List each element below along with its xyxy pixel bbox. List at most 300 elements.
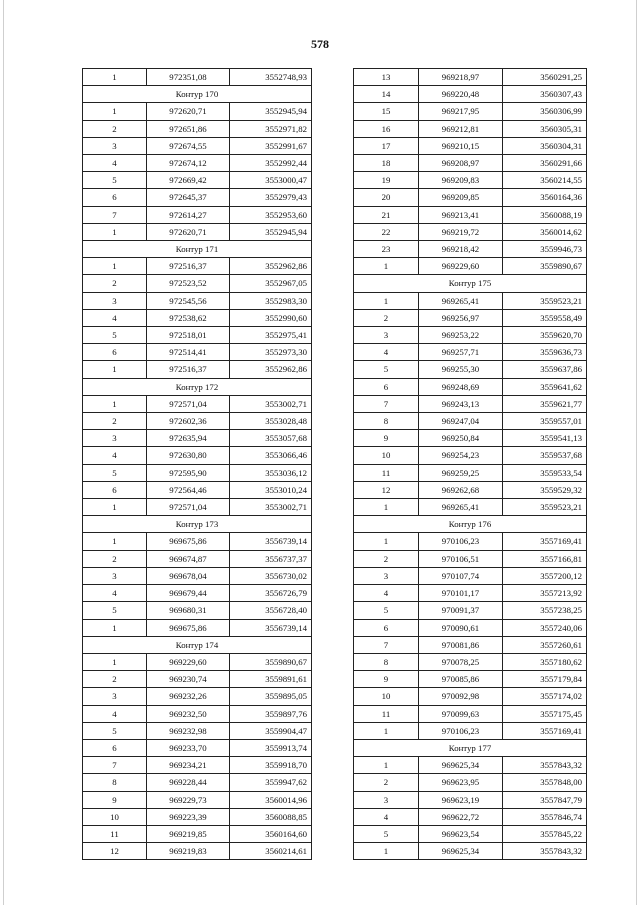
coordinate-table-left-body xyxy=(83,69,312,860)
x-coordinate: 970081,86 xyxy=(419,636,503,653)
y-coordinate: 3552953,60 xyxy=(230,206,312,223)
y-coordinate: 3560214,55 xyxy=(503,172,587,189)
point-number: 11 xyxy=(354,705,419,722)
point-number: 2 xyxy=(83,550,147,567)
coordinate-row xyxy=(354,258,587,275)
x-coordinate: 972635,94 xyxy=(147,430,230,447)
coordinate-row xyxy=(354,120,587,137)
coordinate-row xyxy=(83,808,312,825)
coordinate-row xyxy=(83,309,312,326)
y-coordinate: 3559904,47 xyxy=(230,722,312,739)
x-coordinate: 969678,04 xyxy=(147,567,230,584)
point-number: 1 xyxy=(83,619,147,636)
point-number: 5 xyxy=(83,464,147,481)
point-number: 1 xyxy=(354,258,419,275)
x-coordinate: 972645,37 xyxy=(147,189,230,206)
x-coordinate: 969230,74 xyxy=(147,671,230,688)
y-coordinate: 3556726,79 xyxy=(230,585,312,602)
coordinate-row xyxy=(354,567,587,584)
point-number: 3 xyxy=(83,292,147,309)
x-coordinate: 970078,25 xyxy=(419,653,503,670)
coordinate-row xyxy=(83,825,312,842)
x-coordinate: 969210,15 xyxy=(419,137,503,154)
point-number: 7 xyxy=(83,206,147,223)
point-number: 6 xyxy=(354,378,419,395)
coordinate-table-right xyxy=(353,68,587,860)
y-coordinate: 3553010,24 xyxy=(230,481,312,498)
y-coordinate: 3559641,62 xyxy=(503,378,587,395)
point-number: 7 xyxy=(354,395,419,412)
y-coordinate: 3557843,32 xyxy=(503,843,587,860)
point-number: 1 xyxy=(83,361,147,378)
coordinate-row xyxy=(354,585,587,602)
contour-title: Контур 177 xyxy=(354,739,587,756)
y-coordinate: 3559637,86 xyxy=(503,361,587,378)
y-coordinate: 3557260,61 xyxy=(503,636,587,653)
x-coordinate: 969256,97 xyxy=(419,309,503,326)
point-number: 1 xyxy=(354,722,419,739)
point-number: 10 xyxy=(354,447,419,464)
x-coordinate: 969228,44 xyxy=(147,774,230,791)
y-coordinate: 3557846,74 xyxy=(503,808,587,825)
y-coordinate: 3559946,73 xyxy=(503,241,587,258)
point-number: 5 xyxy=(83,602,147,619)
coordinate-row xyxy=(354,671,587,688)
y-coordinate: 3552962,86 xyxy=(230,361,312,378)
x-coordinate: 969209,85 xyxy=(419,189,503,206)
point-number: 4 xyxy=(83,155,147,172)
point-number: 8 xyxy=(354,413,419,430)
coordinate-row xyxy=(83,155,312,172)
y-coordinate: 3559541,13 xyxy=(503,430,587,447)
coordinate-row xyxy=(354,705,587,722)
coordinate-row xyxy=(83,550,312,567)
coordinate-row xyxy=(83,791,312,808)
coordinate-row xyxy=(83,567,312,584)
x-coordinate: 969229,73 xyxy=(147,791,230,808)
point-number: 2 xyxy=(83,275,147,292)
point-number: 5 xyxy=(354,361,419,378)
x-coordinate: 969232,98 xyxy=(147,722,230,739)
coordinate-row xyxy=(83,120,312,137)
coordinate-row xyxy=(83,327,312,344)
coordinate-row xyxy=(83,275,312,292)
contour-title: Контур 176 xyxy=(354,516,587,533)
coordinate-row xyxy=(354,550,587,567)
point-number: 1 xyxy=(83,103,147,120)
x-coordinate: 969254,23 xyxy=(419,447,503,464)
y-coordinate: 3557845,22 xyxy=(503,825,587,842)
coordinate-row xyxy=(83,137,312,154)
x-coordinate: 970092,98 xyxy=(419,688,503,705)
x-coordinate: 972614,27 xyxy=(147,206,230,223)
point-number: 4 xyxy=(83,585,147,602)
x-coordinate: 969223,39 xyxy=(147,808,230,825)
y-coordinate: 3559620,70 xyxy=(503,327,587,344)
coordinate-row xyxy=(83,430,312,447)
point-number: 13 xyxy=(354,69,419,86)
x-coordinate: 972674,55 xyxy=(147,137,230,154)
y-coordinate: 3559533,54 xyxy=(503,464,587,481)
coordinate-row xyxy=(354,653,587,670)
y-coordinate: 3559890,67 xyxy=(230,653,312,670)
x-coordinate: 972651,86 xyxy=(147,120,230,137)
y-coordinate: 3559621,77 xyxy=(503,395,587,412)
point-number: 4 xyxy=(83,309,147,326)
x-coordinate: 969250,84 xyxy=(419,430,503,447)
y-coordinate: 3552971,82 xyxy=(230,120,312,137)
coordinate-row xyxy=(354,430,587,447)
contour-header-row xyxy=(83,378,312,395)
point-number: 18 xyxy=(354,155,419,172)
coordinate-row xyxy=(83,464,312,481)
point-number: 21 xyxy=(354,206,419,223)
y-coordinate: 3559558,49 xyxy=(503,309,587,326)
x-coordinate: 969679,44 xyxy=(147,585,230,602)
coordinate-row xyxy=(354,361,587,378)
point-number: 6 xyxy=(354,619,419,636)
y-coordinate: 3560088,19 xyxy=(503,206,587,223)
coordinate-row xyxy=(354,86,587,103)
y-coordinate: 3557848,00 xyxy=(503,774,587,791)
x-coordinate: 969213,41 xyxy=(419,206,503,223)
coordinate-row xyxy=(354,327,587,344)
point-number: 10 xyxy=(354,688,419,705)
x-coordinate: 969234,21 xyxy=(147,757,230,774)
coordinate-row xyxy=(83,533,312,550)
y-coordinate: 3552990,60 xyxy=(230,309,312,326)
coordinate-row xyxy=(354,69,587,86)
contour-title: Контур 170 xyxy=(83,86,312,103)
point-number: 7 xyxy=(354,636,419,653)
point-number: 1 xyxy=(83,223,147,240)
point-number: 1 xyxy=(354,757,419,774)
point-number: 4 xyxy=(83,705,147,722)
coordinate-row xyxy=(83,619,312,636)
x-coordinate: 970090,61 xyxy=(419,619,503,636)
point-number: 16 xyxy=(354,120,419,137)
y-coordinate: 3557179,84 xyxy=(503,671,587,688)
x-coordinate: 969253,22 xyxy=(419,327,503,344)
coordinate-row xyxy=(83,688,312,705)
point-number: 2 xyxy=(83,120,147,137)
x-coordinate: 970101,17 xyxy=(419,585,503,602)
y-coordinate: 3559523,21 xyxy=(503,292,587,309)
y-coordinate: 3559918,70 xyxy=(230,757,312,774)
x-coordinate: 969243,13 xyxy=(419,395,503,412)
coordinate-row xyxy=(83,774,312,791)
y-coordinate: 3557847,79 xyxy=(503,791,587,808)
coordinate-row xyxy=(83,206,312,223)
y-coordinate: 3559913,74 xyxy=(230,739,312,756)
y-coordinate: 3560291,25 xyxy=(503,69,587,86)
point-number: 11 xyxy=(83,825,147,842)
scan-edge-right xyxy=(636,0,637,905)
contour-header-row xyxy=(354,739,587,756)
x-coordinate: 972602,36 xyxy=(147,413,230,430)
coordinate-row xyxy=(83,258,312,275)
x-coordinate: 969219,83 xyxy=(147,843,230,860)
coordinate-row xyxy=(354,791,587,808)
y-coordinate: 3560214,61 xyxy=(230,843,312,860)
y-coordinate: 3556739,14 xyxy=(230,533,312,550)
coordinate-row xyxy=(354,395,587,412)
contour-header-row xyxy=(354,275,587,292)
y-coordinate: 3557166,81 xyxy=(503,550,587,567)
y-coordinate: 3553000,47 xyxy=(230,172,312,189)
point-number: 2 xyxy=(83,413,147,430)
coordinate-row xyxy=(354,688,587,705)
contour-title: Контур 174 xyxy=(83,636,312,653)
point-number: 9 xyxy=(354,430,419,447)
y-coordinate: 3552973,30 xyxy=(230,344,312,361)
point-number: 3 xyxy=(354,327,419,344)
page-number: 578 xyxy=(311,37,329,51)
coordinate-row xyxy=(354,481,587,498)
point-number: 5 xyxy=(354,602,419,619)
x-coordinate: 970085,86 xyxy=(419,671,503,688)
point-number: 2 xyxy=(83,671,147,688)
x-coordinate: 970106,23 xyxy=(419,722,503,739)
coordinate-row xyxy=(354,292,587,309)
y-coordinate: 3556737,37 xyxy=(230,550,312,567)
coordinate-row xyxy=(83,103,312,120)
coordinate-row xyxy=(354,843,587,860)
point-number: 12 xyxy=(83,843,147,860)
coordinate-row xyxy=(83,172,312,189)
x-coordinate: 972620,71 xyxy=(147,103,230,120)
y-coordinate: 3557180,62 xyxy=(503,653,587,670)
y-coordinate: 3560014,96 xyxy=(230,791,312,808)
coordinate-row xyxy=(83,585,312,602)
x-coordinate: 969255,30 xyxy=(419,361,503,378)
coordinate-row xyxy=(354,619,587,636)
x-coordinate: 969218,97 xyxy=(419,69,503,86)
x-coordinate: 969623,95 xyxy=(419,774,503,791)
coordinate-row xyxy=(83,722,312,739)
coordinate-row xyxy=(354,206,587,223)
x-coordinate: 970106,51 xyxy=(419,550,503,567)
coordinate-row xyxy=(83,705,312,722)
y-coordinate: 3560164,36 xyxy=(503,189,587,206)
y-coordinate: 3559895,05 xyxy=(230,688,312,705)
y-coordinate: 3560305,31 xyxy=(503,120,587,137)
x-coordinate: 969262,68 xyxy=(419,481,503,498)
point-number: 9 xyxy=(83,791,147,808)
y-coordinate: 3557843,32 xyxy=(503,757,587,774)
y-coordinate: 3560014,62 xyxy=(503,223,587,240)
x-coordinate: 969625,34 xyxy=(419,843,503,860)
x-coordinate: 969219,72 xyxy=(419,223,503,240)
x-coordinate: 969623,19 xyxy=(419,791,503,808)
coordinate-row xyxy=(83,361,312,378)
point-number: 2 xyxy=(354,774,419,791)
point-number: 4 xyxy=(354,808,419,825)
y-coordinate: 3559557,01 xyxy=(503,413,587,430)
y-coordinate: 3559636,73 xyxy=(503,344,587,361)
x-coordinate: 969625,34 xyxy=(419,757,503,774)
x-coordinate: 969622,72 xyxy=(419,808,503,825)
coordinate-row xyxy=(83,395,312,412)
point-number: 19 xyxy=(354,172,419,189)
x-coordinate: 972620,71 xyxy=(147,223,230,240)
y-coordinate: 3552975,41 xyxy=(230,327,312,344)
point-number: 6 xyxy=(83,344,147,361)
coordinate-row xyxy=(83,843,312,860)
point-number: 1 xyxy=(83,533,147,550)
contour-header-row xyxy=(354,516,587,533)
x-coordinate: 972523,52 xyxy=(147,275,230,292)
y-coordinate: 3560304,31 xyxy=(503,137,587,154)
coordinate-row xyxy=(83,757,312,774)
point-number: 20 xyxy=(354,189,419,206)
x-coordinate: 972595,90 xyxy=(147,464,230,481)
point-number: 1 xyxy=(354,499,419,516)
point-number: 23 xyxy=(354,241,419,258)
x-coordinate: 969232,26 xyxy=(147,688,230,705)
x-coordinate: 969232,50 xyxy=(147,705,230,722)
coordinate-row xyxy=(354,344,587,361)
coordinate-row xyxy=(83,481,312,498)
y-coordinate: 3552945,94 xyxy=(230,223,312,240)
x-coordinate: 969675,86 xyxy=(147,533,230,550)
point-number: 4 xyxy=(354,585,419,602)
point-number: 2 xyxy=(354,309,419,326)
point-number: 2 xyxy=(354,550,419,567)
x-coordinate: 969212,81 xyxy=(419,120,503,137)
point-number: 14 xyxy=(354,86,419,103)
coordinate-row xyxy=(354,722,587,739)
y-coordinate: 3559529,32 xyxy=(503,481,587,498)
point-number: 3 xyxy=(83,137,147,154)
scan-edge-left xyxy=(3,0,4,905)
x-coordinate: 969219,85 xyxy=(147,825,230,842)
y-coordinate: 3559890,67 xyxy=(503,258,587,275)
point-number: 1 xyxy=(83,499,147,516)
point-number: 1 xyxy=(83,653,147,670)
point-number: 5 xyxy=(83,172,147,189)
y-coordinate: 3560307,43 xyxy=(503,86,587,103)
x-coordinate: 970106,23 xyxy=(419,533,503,550)
x-coordinate: 969259,25 xyxy=(419,464,503,481)
x-coordinate: 972351,08 xyxy=(147,69,230,86)
y-coordinate: 3552991,67 xyxy=(230,137,312,154)
y-coordinate: 3559897,76 xyxy=(230,705,312,722)
coordinate-row xyxy=(354,137,587,154)
point-number: 3 xyxy=(354,791,419,808)
coordinate-row xyxy=(354,103,587,120)
coordinate-row xyxy=(83,447,312,464)
point-number: 8 xyxy=(83,774,147,791)
x-coordinate: 969247,04 xyxy=(419,413,503,430)
coordinate-row xyxy=(83,292,312,309)
coordinate-row xyxy=(354,602,587,619)
coordinate-row xyxy=(354,808,587,825)
x-coordinate: 969675,86 xyxy=(147,619,230,636)
coordinate-row xyxy=(354,464,587,481)
point-number: 8 xyxy=(354,653,419,670)
coordinate-row xyxy=(83,653,312,670)
point-number: 9 xyxy=(354,671,419,688)
point-number: 11 xyxy=(354,464,419,481)
coordinate-row xyxy=(354,378,587,395)
x-coordinate: 969265,41 xyxy=(419,499,503,516)
y-coordinate: 3552992,44 xyxy=(230,155,312,172)
coordinate-row xyxy=(83,189,312,206)
y-coordinate: 3557238,25 xyxy=(503,602,587,619)
y-coordinate: 3553036,12 xyxy=(230,464,312,481)
x-coordinate: 969623,54 xyxy=(419,825,503,842)
point-number: 12 xyxy=(354,481,419,498)
coordinate-row xyxy=(354,774,587,791)
x-coordinate: 970099,63 xyxy=(419,705,503,722)
y-coordinate: 3552945,94 xyxy=(230,103,312,120)
y-coordinate: 3557240,06 xyxy=(503,619,587,636)
y-coordinate: 3556728,40 xyxy=(230,602,312,619)
y-coordinate: 3559523,21 xyxy=(503,499,587,516)
coordinate-row xyxy=(354,172,587,189)
coordinate-table-right-body xyxy=(354,69,587,860)
x-coordinate: 972516,37 xyxy=(147,361,230,378)
x-coordinate: 969257,71 xyxy=(419,344,503,361)
coordinate-row xyxy=(354,533,587,550)
y-coordinate: 3553002,71 xyxy=(230,499,312,516)
y-coordinate: 3552748,93 xyxy=(230,69,312,86)
contour-title: Контур 172 xyxy=(83,378,312,395)
point-number: 3 xyxy=(83,567,147,584)
point-number: 3 xyxy=(354,567,419,584)
y-coordinate: 3559891,61 xyxy=(230,671,312,688)
x-coordinate: 969265,41 xyxy=(419,292,503,309)
coordinate-row xyxy=(354,825,587,842)
x-coordinate: 972571,04 xyxy=(147,395,230,412)
x-coordinate: 969220,48 xyxy=(419,86,503,103)
y-coordinate: 3552979,43 xyxy=(230,189,312,206)
y-coordinate: 3557169,41 xyxy=(503,722,587,739)
coordinate-row xyxy=(354,223,587,240)
y-coordinate: 3553002,71 xyxy=(230,395,312,412)
point-number: 6 xyxy=(83,739,147,756)
coordinate-row xyxy=(354,189,587,206)
x-coordinate: 969229,60 xyxy=(419,258,503,275)
point-number: 1 xyxy=(354,533,419,550)
x-coordinate: 970107,74 xyxy=(419,567,503,584)
point-number: 17 xyxy=(354,137,419,154)
y-coordinate: 3552983,30 xyxy=(230,292,312,309)
y-coordinate: 3559947,62 xyxy=(230,774,312,791)
x-coordinate: 969218,42 xyxy=(419,241,503,258)
x-coordinate: 969229,60 xyxy=(147,653,230,670)
point-number: 22 xyxy=(354,223,419,240)
coordinate-row xyxy=(354,155,587,172)
point-number: 1 xyxy=(83,258,147,275)
point-number: 5 xyxy=(354,825,419,842)
point-number: 5 xyxy=(83,327,147,344)
point-number: 4 xyxy=(83,447,147,464)
coordinate-row xyxy=(83,739,312,756)
y-coordinate: 3557174,02 xyxy=(503,688,587,705)
y-coordinate: 3553057,68 xyxy=(230,430,312,447)
coordinate-table-left xyxy=(82,68,312,860)
y-coordinate: 3552962,86 xyxy=(230,258,312,275)
y-coordinate: 3557213,92 xyxy=(503,585,587,602)
coordinate-row xyxy=(354,499,587,516)
x-coordinate: 969680,31 xyxy=(147,602,230,619)
x-coordinate: 972545,56 xyxy=(147,292,230,309)
y-coordinate: 3557200,12 xyxy=(503,567,587,584)
x-coordinate: 969233,70 xyxy=(147,739,230,756)
y-coordinate: 3553028,48 xyxy=(230,413,312,430)
